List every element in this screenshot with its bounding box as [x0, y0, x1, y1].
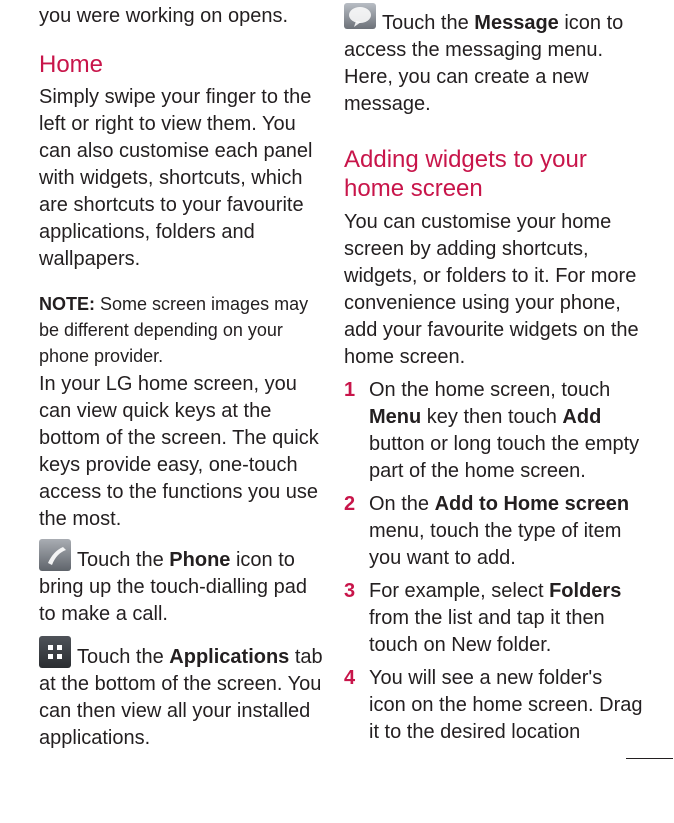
message-text-bold: Message: [474, 12, 559, 34]
home-heading: Home: [39, 51, 104, 78]
message-text-pre: Touch the: [382, 12, 475, 34]
note-text: Some screen images may be different depending on your phone provider.: [39, 294, 309, 366]
phone-text-bold: Phone: [169, 549, 231, 571]
applications-paragraph: [39, 636, 329, 752]
step-item: [344, 578, 644, 659]
applications-grid-icon: [39, 636, 71, 668]
continuation-rule: [626, 758, 673, 759]
step-text: button or long touch the empty part of the home screen.: [369, 433, 640, 482]
step-bold: Add: [562, 406, 602, 428]
phone-text-post: icon to bring up the touch-dialling pad to make a call.: [39, 549, 307, 625]
message-text-post: icon to access the messaging menu. Here, you can create a new message.: [344, 12, 624, 115]
step-item: [344, 665, 644, 746]
step-number: 4: [344, 667, 356, 689]
step-bold: Folders: [549, 580, 622, 602]
note-paragraph: [39, 291, 329, 369]
step-text: On the: [369, 493, 435, 515]
phone-text-pre: Touch the: [77, 549, 170, 571]
note-label: NOTE:: [39, 294, 95, 314]
phone-paragraph: [39, 539, 329, 628]
step-text: from the list and tap it then touch on New folder.: [369, 607, 605, 656]
step-text: menu, touch the type of item you want to add.: [369, 520, 622, 569]
steps-list: [344, 377, 644, 746]
step-text: On the home screen, touch: [369, 379, 611, 401]
left-column: [39, 0, 329, 752]
apps-text-post: tab at the bottom of the screen. You can then view all your installed applications.: [39, 646, 323, 749]
adding-widgets-heading: Adding widgets to your home screen: [344, 146, 587, 202]
apps-text-pre: Touch the: [77, 646, 170, 668]
quick-keys-paragraph: In your LG home screen, you can view quick keys at the bottom of the screen. The quick keys provide easy, one-touch access to the functions you use the most.: [39, 373, 319, 530]
widgets-paragraph: You can customise your home screen by adding shortcuts, widgets, or folders to it. For more convenience using your phone, add your favourite widgets on the home screen.: [344, 211, 639, 368]
message-icon: [344, 3, 376, 29]
home-paragraph: Simply swipe your finger to the left or right to view them. You can also customise each panel with widgets, shortcuts, which are shortcuts to your favourite applications, folders and wallpapers.: [39, 86, 313, 270]
step-number: 1: [344, 379, 356, 401]
step-text: You will see a new folder's icon on the home screen. Drag it to the desired location: [369, 667, 643, 743]
step-number: 3: [344, 580, 356, 602]
step-bold: Add to Home screen: [434, 493, 630, 515]
step-item: [344, 491, 644, 572]
step-item: [344, 377, 644, 485]
apps-text-bold: Applications: [169, 646, 290, 668]
intro-tail-text: you were working on opens.: [39, 5, 289, 27]
step-text: For example, select: [369, 580, 550, 602]
phone-icon: [39, 539, 71, 571]
step-number: 2: [344, 493, 356, 515]
message-paragraph: [344, 3, 644, 118]
step-text: key then touch: [421, 406, 563, 428]
right-column: [344, 0, 644, 752]
step-bold: Menu: [369, 406, 422, 428]
